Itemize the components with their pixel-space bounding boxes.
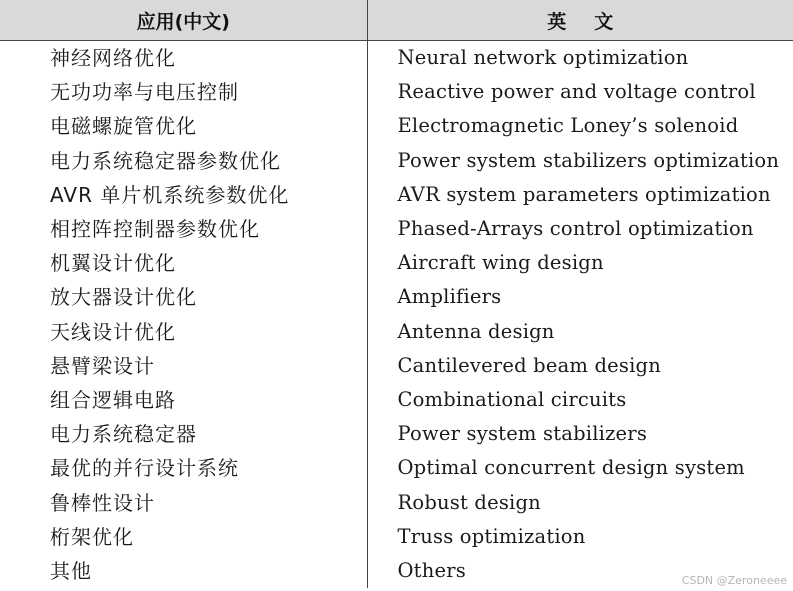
table-row bbox=[0, 109, 793, 143]
english-application-cell: Combinational circuits bbox=[397, 387, 627, 411]
english-application-cell: Phased-Arrays control optimization bbox=[397, 217, 754, 241]
table-row bbox=[0, 315, 793, 349]
english-application-cell: Power system stabilizers optimization bbox=[397, 148, 780, 172]
chinese-application-cell: AVR 单片机系统参数优化 bbox=[0, 178, 367, 212]
table-row bbox=[0, 212, 793, 246]
table-row bbox=[0, 520, 793, 554]
chinese-application-cell: 无功功率与电压控制 bbox=[0, 75, 367, 109]
english-application-cell: Reactive power and voltage control bbox=[397, 80, 756, 104]
english-application-cell: Amplifiers bbox=[397, 285, 502, 309]
watermark: CSDN @Zeroneeee bbox=[681, 574, 787, 587]
table-row bbox=[0, 349, 793, 383]
english-application-cell: Truss optimization bbox=[397, 524, 586, 548]
chinese-application-cell: 悬臂梁设计 bbox=[0, 349, 367, 383]
english-application-cell: Power system stabilizers bbox=[397, 422, 648, 446]
table-row bbox=[0, 451, 793, 485]
chinese-application-cell: 机翼设计优化 bbox=[0, 246, 367, 280]
chinese-application-cell: 最优的并行设计系统 bbox=[0, 451, 367, 485]
english-application-cell: Robust design bbox=[397, 490, 541, 514]
english-application-cell: Others bbox=[397, 558, 466, 582]
header-row bbox=[0, 0, 793, 41]
table-row bbox=[0, 417, 793, 451]
table-row bbox=[0, 178, 793, 212]
table-row bbox=[0, 246, 793, 280]
english-application-cell: Neural network optimization bbox=[397, 46, 689, 70]
english-application-cell: Cantilevered beam design bbox=[397, 353, 661, 377]
header-english: 英文 bbox=[367, 0, 793, 41]
table-row bbox=[0, 485, 793, 519]
chinese-application-cell: 放大器设计优化 bbox=[0, 280, 367, 314]
chinese-application-cell: 神经网络优化 bbox=[0, 41, 367, 76]
table-row bbox=[0, 75, 793, 109]
chinese-application-cell: 电磁螺旋管优化 bbox=[0, 109, 367, 143]
english-application-cell: Aircraft wing design bbox=[397, 251, 604, 275]
chinese-application-cell: 组合逻辑电路 bbox=[0, 383, 367, 417]
english-application-cell: Electromagnetic Loney’s solenoid bbox=[397, 114, 739, 138]
english-application-cell: Optimal concurrent design system bbox=[397, 456, 745, 480]
chinese-application-cell: 鲁棒性设计 bbox=[0, 485, 367, 519]
chinese-application-cell: 电力系统稳定器 bbox=[0, 417, 367, 451]
table-row bbox=[0, 383, 793, 417]
table-row bbox=[0, 144, 793, 178]
chinese-application-cell: 天线设计优化 bbox=[0, 315, 367, 349]
english-application-cell: AVR system parameters optimization bbox=[397, 182, 771, 206]
table-row bbox=[0, 41, 793, 76]
chinese-application-cell: 相控阵控制器参数优化 bbox=[0, 212, 367, 246]
chinese-application-cell: 其他 bbox=[0, 554, 367, 588]
table-body bbox=[0, 41, 793, 589]
table-row bbox=[0, 554, 793, 588]
chinese-application-cell: 电力系统稳定器参数优化 bbox=[0, 144, 367, 178]
chinese-application-cell: 桁架优化 bbox=[0, 520, 367, 554]
english-application-cell: Antenna design bbox=[397, 319, 555, 343]
table-row bbox=[0, 280, 793, 314]
header-chinese: 应用(中文) bbox=[0, 0, 367, 41]
